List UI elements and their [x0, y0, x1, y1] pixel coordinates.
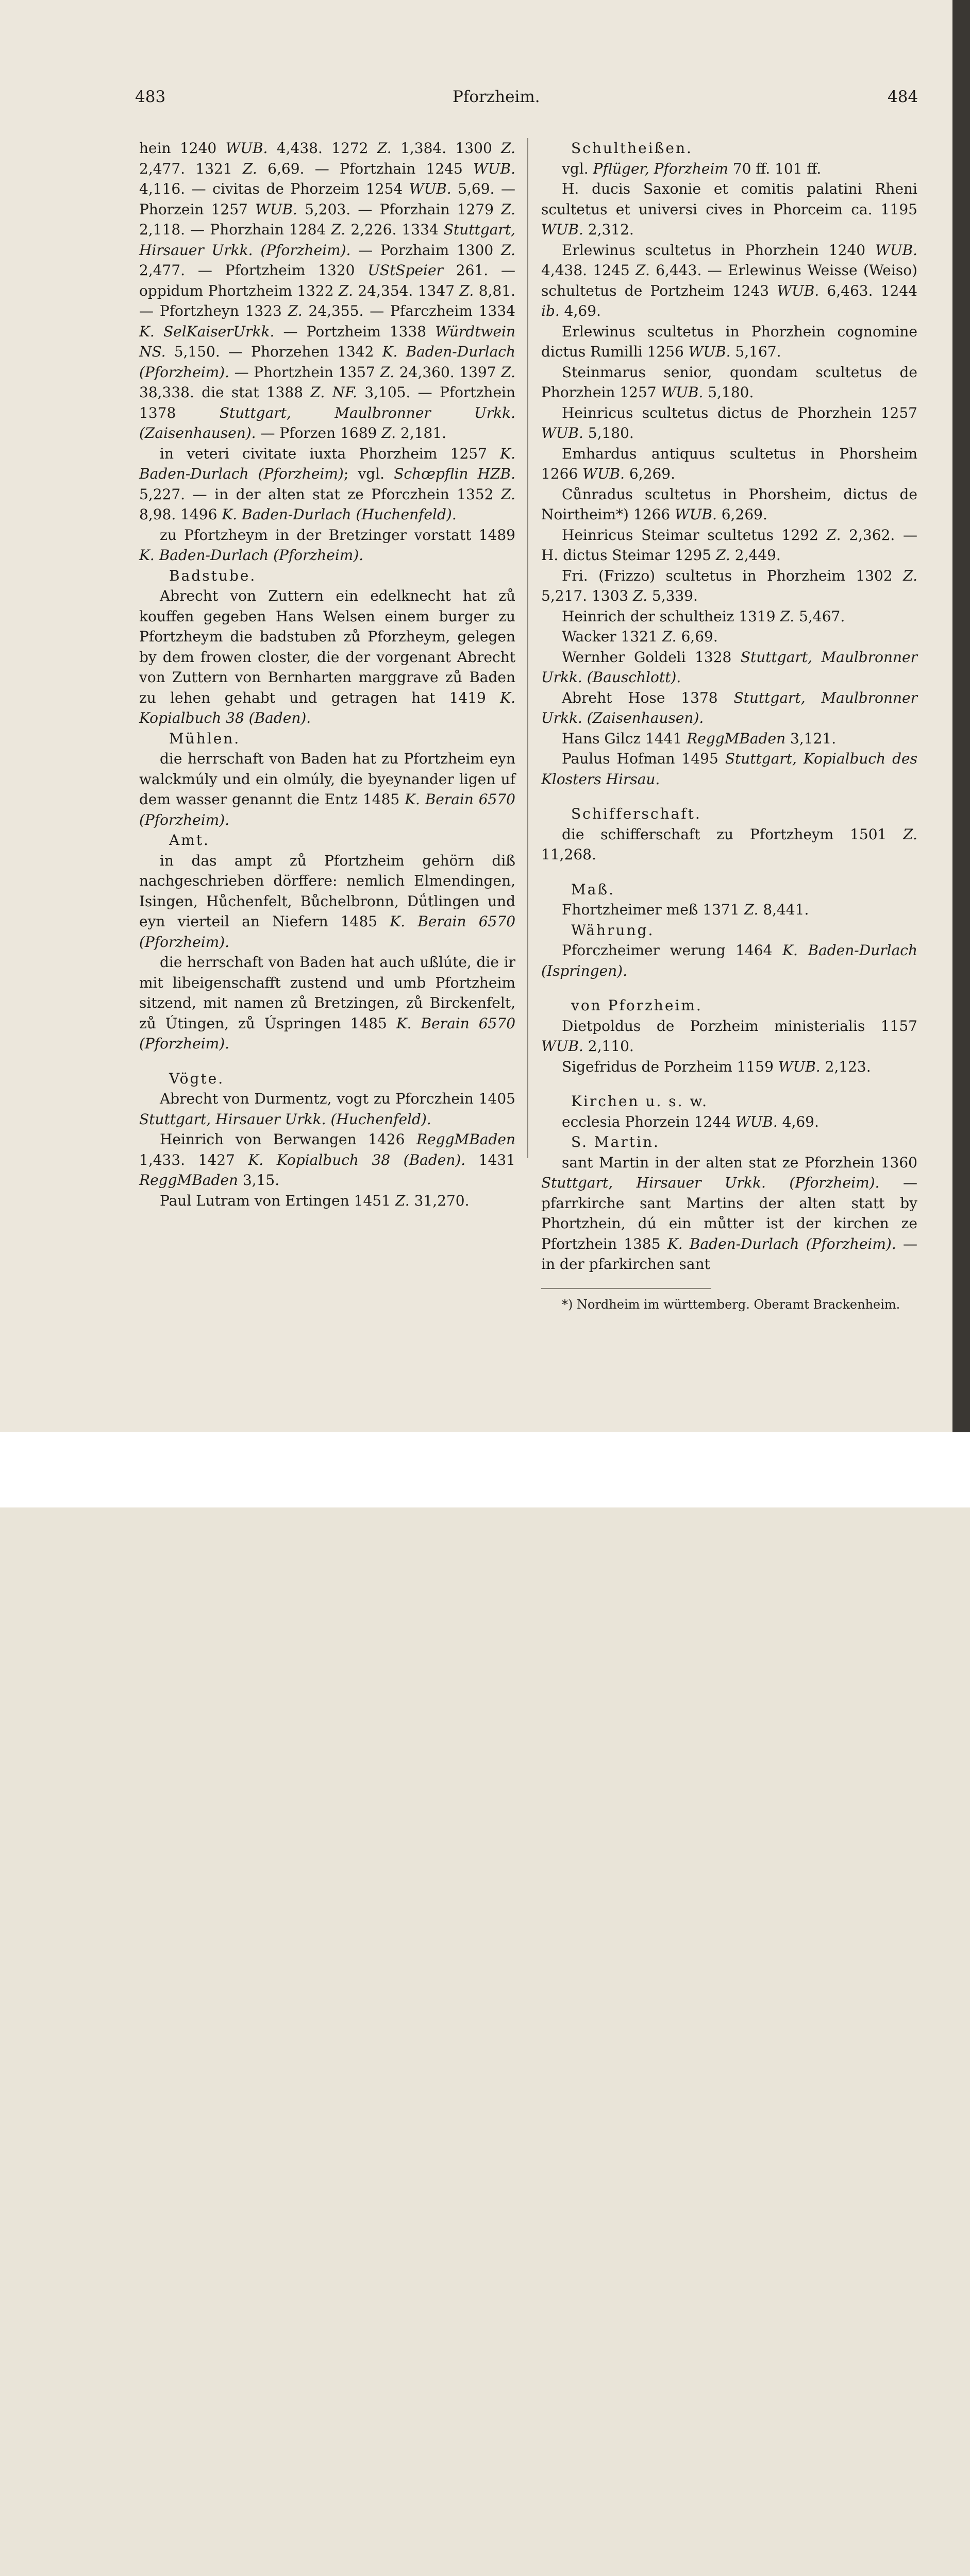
entry-text: 6,443. — Erlewinus Weisse (Weiso) schultetus de Portzheim 1243 [541, 262, 917, 299]
source-citation: Z. [331, 221, 346, 238]
entry-text: — in der pfarkirchen sant [541, 1235, 917, 1273]
entry-text: Heinricus scultetus dictus de Phorzhein 1257 [562, 404, 917, 421]
source-citation: Z. [395, 1192, 410, 1209]
section-spacer [541, 789, 917, 804]
source-citation: WUB. [675, 506, 717, 523]
source-citation: WUB. [582, 465, 625, 482]
source-citation: Würdtwein NS. [139, 323, 515, 360]
entry-text: 4,69. [559, 302, 601, 319]
source-citation: Z. [501, 241, 515, 259]
entry-text: 261. — oppidum Phortzheim 1322 [139, 262, 515, 299]
entry-text: Abrecht von Zuttern ein edelknecht hat zů kouffen gegeben Hans Welsen einem burger zu Pfortzheym die badstuben zů Pforzheym, gelegen by dem frowen closter, die der vorgenant Abrecht von Zuttern von Bernharten marggrave zů Baden zu lehen gehabt und getragen hat 1419 [139, 587, 515, 706]
section-spacer [541, 1077, 917, 1091]
footnote: *) Nordheim im württemberg. Oberamt Brackenheim. [562, 1297, 900, 1312]
section-heading: Mühlen. [169, 730, 241, 747]
entry-text: ; vgl. [343, 465, 394, 482]
entry-text: Fhortzheimer meß 1371 [562, 901, 744, 918]
source-citation: Z. [242, 160, 257, 177]
column-divider [527, 138, 528, 1158]
source-citation: ReggMBaden [416, 1131, 515, 1148]
source-citation: WUB. [409, 180, 451, 197]
source-citation: K. Baden-Durlach (Ispringen). [541, 942, 917, 979]
left-column [139, 138, 515, 1211]
source-citation: K. Berain 6570 (Pforzheim). [139, 913, 516, 951]
source-citation: WUB. [777, 282, 820, 299]
source-citation: Z. [380, 363, 395, 381]
entry-paragraph [541, 484, 917, 525]
source-citation: Z. [459, 282, 474, 299]
entry-text: 1,433. 1427 [139, 1151, 248, 1168]
footnote-rule [541, 1288, 711, 1289]
entry-text: ecclesia Phorzein 1244 [562, 1113, 735, 1130]
entry-text: Fri. (Frizzo) scultetus in Phorzheim 1302 [562, 567, 904, 584]
source-citation: WUB. [688, 343, 731, 360]
source-citation: WUB. [473, 160, 515, 177]
source-citation: WUB. [225, 140, 268, 157]
source-citation: Z. [633, 587, 647, 604]
entry-paragraph [541, 566, 917, 606]
source-citation: Z. [501, 485, 515, 503]
source-citation: Stuttgart, Hirsauer Urkk. (Pforzheim). [139, 221, 515, 259]
entry-text: 38,338. die stat 1388 [139, 384, 311, 401]
entry-text: 2,362. — H. dictus Steimar 1295 [541, 526, 917, 564]
entry-text: 8,441. [758, 901, 809, 918]
entry-text: 70 ff. 101 ff. [728, 160, 822, 177]
source-citation: K. Berain 6570 (Pforzheim). [139, 1014, 516, 1052]
entry-text: 11,268. [541, 846, 596, 863]
source-citation: K. Kopialbuch 38 (Baden). [139, 689, 515, 726]
entry-text: Hans Gilcz 1441 [562, 730, 687, 747]
entry-text: Cůnradus scultetus in Phorsheim, dictus de Noirtheim*) 1266 [541, 485, 917, 523]
entry-text: 6,69. [676, 628, 718, 645]
section-heading: Schifferschaft. [571, 805, 701, 822]
section-heading: Amt. [169, 832, 210, 849]
entry-paragraph [139, 444, 515, 525]
source-citation: Z. [635, 262, 650, 279]
entry-paragraph [139, 1129, 515, 1191]
entry-text: 8,81. — Pfortzheyn 1323 [139, 282, 515, 319]
entry-text: 5,217. 1303 [541, 587, 633, 604]
entry-paragraph [541, 1153, 917, 1275]
entry-text: 6,269. [716, 506, 767, 523]
entry-text: — pfarrkirche sant Martins der alten statt by Phortzhein, dú ein můtter ist der kirchen ze Pfortzhein 1385 [541, 1174, 917, 1252]
entry-text: hein 1240 [139, 140, 226, 157]
source-citation: WUB. [541, 425, 583, 442]
entry-text: 2,181. [396, 425, 447, 442]
source-citation: Z. [715, 547, 730, 564]
entry-paragraph [541, 1057, 917, 1077]
section-heading: Vögte. [169, 1070, 225, 1087]
source-citation: Schœpflin HZB. [394, 465, 515, 482]
entry-paragraph [139, 1191, 515, 1211]
entry-text: Erlewinus scultetus in Phorzhein cognomine dictus Rumilli 1256 [541, 323, 917, 360]
entry-text: Dietpoldus de Porzheim ministerialis 1157 [562, 1017, 917, 1035]
entry-paragraph [541, 688, 917, 728]
source-citation: ib. [541, 302, 560, 319]
entry-paragraph [541, 403, 917, 444]
entry-paragraph [541, 444, 917, 484]
source-citation: K. SelKaiserUrkk. [139, 323, 275, 340]
source-citation: Pflüger, Pforzheim [593, 160, 728, 177]
entry-text: 6,463. 1244 [819, 282, 917, 299]
entry-text: Steinmarus senior, quondam scultetus de Phorzhein 1257 [541, 363, 917, 401]
section-heading: S. Martin. [571, 1133, 660, 1150]
source-citation: K. Berain 6570 (Pforzheim). [139, 791, 515, 828]
entry-paragraph [139, 138, 515, 444]
entry-text: 1431 [465, 1151, 515, 1168]
entry-text: vgl. [562, 160, 593, 177]
running-title: Pforzheim. [453, 88, 540, 106]
source-citation: K. Baden-Durlach (Pforzheim). [139, 547, 364, 564]
entry-paragraph [541, 749, 917, 789]
entry-text: Emhardus antiquus scultetus in Phorsheim 1266 [541, 445, 917, 482]
entry-text: 2,226. 1334 [345, 221, 444, 238]
entry-paragraph [541, 1016, 917, 1057]
entry-text: 3,15. [238, 1172, 280, 1189]
source-citation: K. Baden-Durlach (Pforzheim) [139, 445, 515, 482]
entry-text: H. ducis Saxonie et comitis palatini Rheni scultetus et universi cives in Phorceim ca. 1195 [541, 180, 917, 218]
entry-text: 24,355. — Pfarczheim 1334 [302, 302, 515, 319]
entry-text: 2,477. — Pfortzheim 1320 [139, 262, 368, 279]
entry-paragraph [541, 362, 917, 403]
source-citation: K. Baden-Durlach (Huchenfeld). [222, 506, 457, 523]
entry-paragraph [541, 321, 917, 362]
source-citation: Z. [288, 302, 303, 319]
section-spacer [541, 865, 917, 879]
source-citation: K. Baden-Durlach (Pforzheim). [139, 343, 515, 381]
entry-text: Pforczheimer werung 1464 [562, 942, 783, 959]
entry-text: Erlewinus scultetus in Phorzhein 1240 [562, 241, 876, 259]
viewer-footer [0, 1432, 970, 1507]
entry-paragraph [139, 749, 515, 830]
entry-text: Heinricus Steimar scultetus 1292 [562, 526, 827, 544]
entry-text: 3,121. [785, 730, 837, 747]
entry-text: — Portzheim 1338 [274, 323, 436, 340]
entry-paragraph [139, 1089, 515, 1129]
entry-text: 5,69. — Phorzein 1257 [139, 180, 516, 218]
entry-text: die herrschaft von Baden hat zu Pfortzheim eyn walckmúly und ein olmúly, die byeynander ligen uf dem wasser genannt die Entz 1485 [139, 750, 515, 808]
entry-paragraph [541, 240, 917, 321]
entry-text: 2,110. [583, 1038, 634, 1055]
entry-text: — Porzhaim 1300 [350, 241, 501, 259]
entry-paragraph [541, 824, 917, 865]
entry-text: die schifferschaft zu Pfortzheym 1501 [562, 825, 904, 843]
entry-text: Sigefridus de Porzheim 1159 [562, 1058, 778, 1075]
entry-paragraph [139, 952, 515, 1054]
source-citation: WUB. [875, 241, 917, 259]
source-citation: Z. [501, 200, 516, 218]
section-spacer [139, 1054, 515, 1069]
source-citation: Z. [662, 628, 677, 645]
source-citation: Stuttgart, Kopialbuch des Klosters Hirsau. [541, 750, 917, 788]
source-citation: Stuttgart, Maulbronner Urkk. (Zaisenhausen). [541, 689, 917, 726]
entry-text: 4,69. [777, 1113, 819, 1130]
section-heading: Kirchen u. s. w. [571, 1093, 709, 1110]
entry-text: 5,227. — in der alten stat ze Pforczhein 1352 [139, 485, 501, 503]
entry-text: 2,449. [730, 547, 781, 564]
entry-text: 5,150. — Phorzehen 1342 [165, 343, 382, 360]
source-citation: Z. [377, 140, 392, 157]
source-citation: WUB. [661, 384, 704, 401]
page-edge-shadow [952, 0, 970, 1432]
section-heading: Badstube. [169, 567, 257, 584]
section-heading: Schultheißen. [571, 140, 693, 157]
entry-text: 4,438. 1245 [541, 262, 636, 279]
source-citation: Z. [501, 363, 515, 381]
source-citation: Stuttgart, Maulbronner Urkk. (Bauschlott). [541, 648, 917, 686]
entry-text: 24,354. 1347 [353, 282, 460, 299]
entry-text: 5,203. — Pforzhain 1279 [297, 200, 501, 218]
source-citation: Z. [903, 825, 917, 843]
source-citation: Z. [501, 140, 515, 157]
entry-paragraph [541, 900, 917, 920]
entry-text: die herrschaft von Baden hat auch ußlúte, die ir mit libeigenschafft zustend und umb Pfortzheim sitzend, mit namen zů Bretzingen, zů Birckenfelt, zů Útingen, zů Úspringen 1485 [139, 954, 515, 1032]
source-citation: WUB. [735, 1113, 778, 1130]
source-citation: K. Baden-Durlach (Pforzheim). [667, 1235, 896, 1252]
source-citation: Z. [780, 607, 795, 625]
source-citation: K. Kopialbuch 38 (Baden). [248, 1151, 466, 1168]
entry-text: Abreht Hose 1378 [562, 689, 734, 706]
entry-text: — Phortzhein 1357 [229, 363, 380, 381]
entry-paragraph [139, 851, 515, 953]
entry-paragraph [541, 626, 917, 647]
entry-paragraph [139, 525, 515, 566]
source-citation: Stuttgart, Hirsauer Urkk. (Huchenfeld). [139, 1110, 431, 1128]
entry-text: — Pforzen 1689 [256, 425, 382, 442]
entry-text: 4,438. 1272 [267, 140, 377, 157]
right-column [541, 138, 917, 1313]
entry-text: 6,69. — Pfortzhain 1245 [257, 160, 474, 177]
entry-text: 2,118. — Phorzhain 1284 [139, 221, 331, 238]
section-heading: Maß. [571, 880, 615, 898]
entry-text: Heinrich von Berwangen 1426 [160, 1131, 417, 1148]
source-citation: Z. [381, 425, 396, 442]
entry-text: 2,312. [583, 221, 634, 238]
entry-text: 8,98. 1496 [139, 506, 222, 523]
source-citation: Z. [339, 282, 353, 299]
source-citation: WUB. [778, 1058, 821, 1075]
entry-paragraph [541, 647, 917, 688]
entry-text: 2,123. [820, 1058, 871, 1075]
entry-text: 5,467. [794, 607, 845, 625]
entry-text: 31,270. [409, 1192, 470, 1209]
entry-text: 5,339. [647, 587, 698, 604]
source-citation: Z. [744, 901, 759, 918]
source-citation: WUB. [541, 1038, 583, 1055]
source-citation: Stuttgart, Maulbronner Urkk. (Zaisenhausen). [139, 404, 515, 442]
page-number-right: 484 [888, 88, 918, 106]
section-spacer [541, 981, 917, 995]
entry-text: Abrecht von Durmentz, vogt zu Pforczhein 1405 [160, 1090, 515, 1107]
entry-text: 5,180. [703, 384, 754, 401]
section-heading: von Pforzheim. [571, 997, 703, 1014]
section-heading: Währung. [571, 921, 655, 939]
entry-text: 3,105. — Pfortzhein 1378 [139, 384, 516, 421]
entry-paragraph [139, 586, 515, 728]
page-number-left: 483 [135, 88, 166, 106]
entry-text: 6,269. [625, 465, 675, 482]
entry-text: Paulus Hofman 1495 [562, 750, 725, 767]
entry-paragraph [541, 728, 917, 749]
source-citation: UStSpeier [367, 262, 443, 279]
entry-text: 2,477. 1321 [139, 160, 243, 177]
entry-text: zu Pfortzheym in der Bretzinger vorstatt 1489 [160, 526, 515, 544]
entry-paragraph [541, 1112, 917, 1132]
entry-text: 5,180. [583, 425, 634, 442]
entry-paragraph [541, 179, 917, 240]
entry-paragraph [541, 525, 917, 566]
entry-text: 24,360. 1397 [394, 363, 501, 381]
entry-text: 1,384. 1300 [391, 140, 501, 157]
entry-text: Wacker 1321 [562, 628, 662, 645]
source-citation: Z. [826, 526, 841, 544]
entry-paragraph [541, 606, 917, 627]
entry-text: in das ampt zů Pfortzheim gehörn diß nachgeschrieben dörffere: nemlich Elmendingen, Isingen, Hůchenfelt, Bůchelbronn, Dǘtlingen und eyn vierteil an Niefern 1485 [139, 852, 515, 930]
entry-text: sant Martin in der alten stat ze Pforzhein 1360 [562, 1154, 917, 1171]
entry-text: Heinrich der schultheiz 1319 [562, 607, 780, 625]
entry-text: 4,116. — civitas de Phorzeim 1254 [139, 180, 409, 197]
entry-text: Wernher Goldeli 1328 [562, 648, 741, 666]
source-citation: ReggMBaden [139, 1172, 238, 1189]
entry-paragraph [541, 159, 917, 179]
source-citation: Z. [903, 567, 917, 584]
source-citation: ReggMBaden [687, 730, 786, 747]
entry-text: 5,167. [730, 343, 781, 360]
source-citation: WUB. [541, 221, 583, 238]
source-citation: Stuttgart, Hirsauer Urkk. (Pforzheim). [541, 1174, 880, 1191]
entry-text: Paul Lutram von Ertingen 1451 [160, 1192, 395, 1209]
source-citation: Z. NF. [310, 384, 357, 401]
entry-text: in veteri civitate iuxta Phorzheim 1257 [160, 445, 500, 462]
entry-paragraph [541, 940, 917, 981]
source-citation: WUB. [255, 200, 297, 218]
